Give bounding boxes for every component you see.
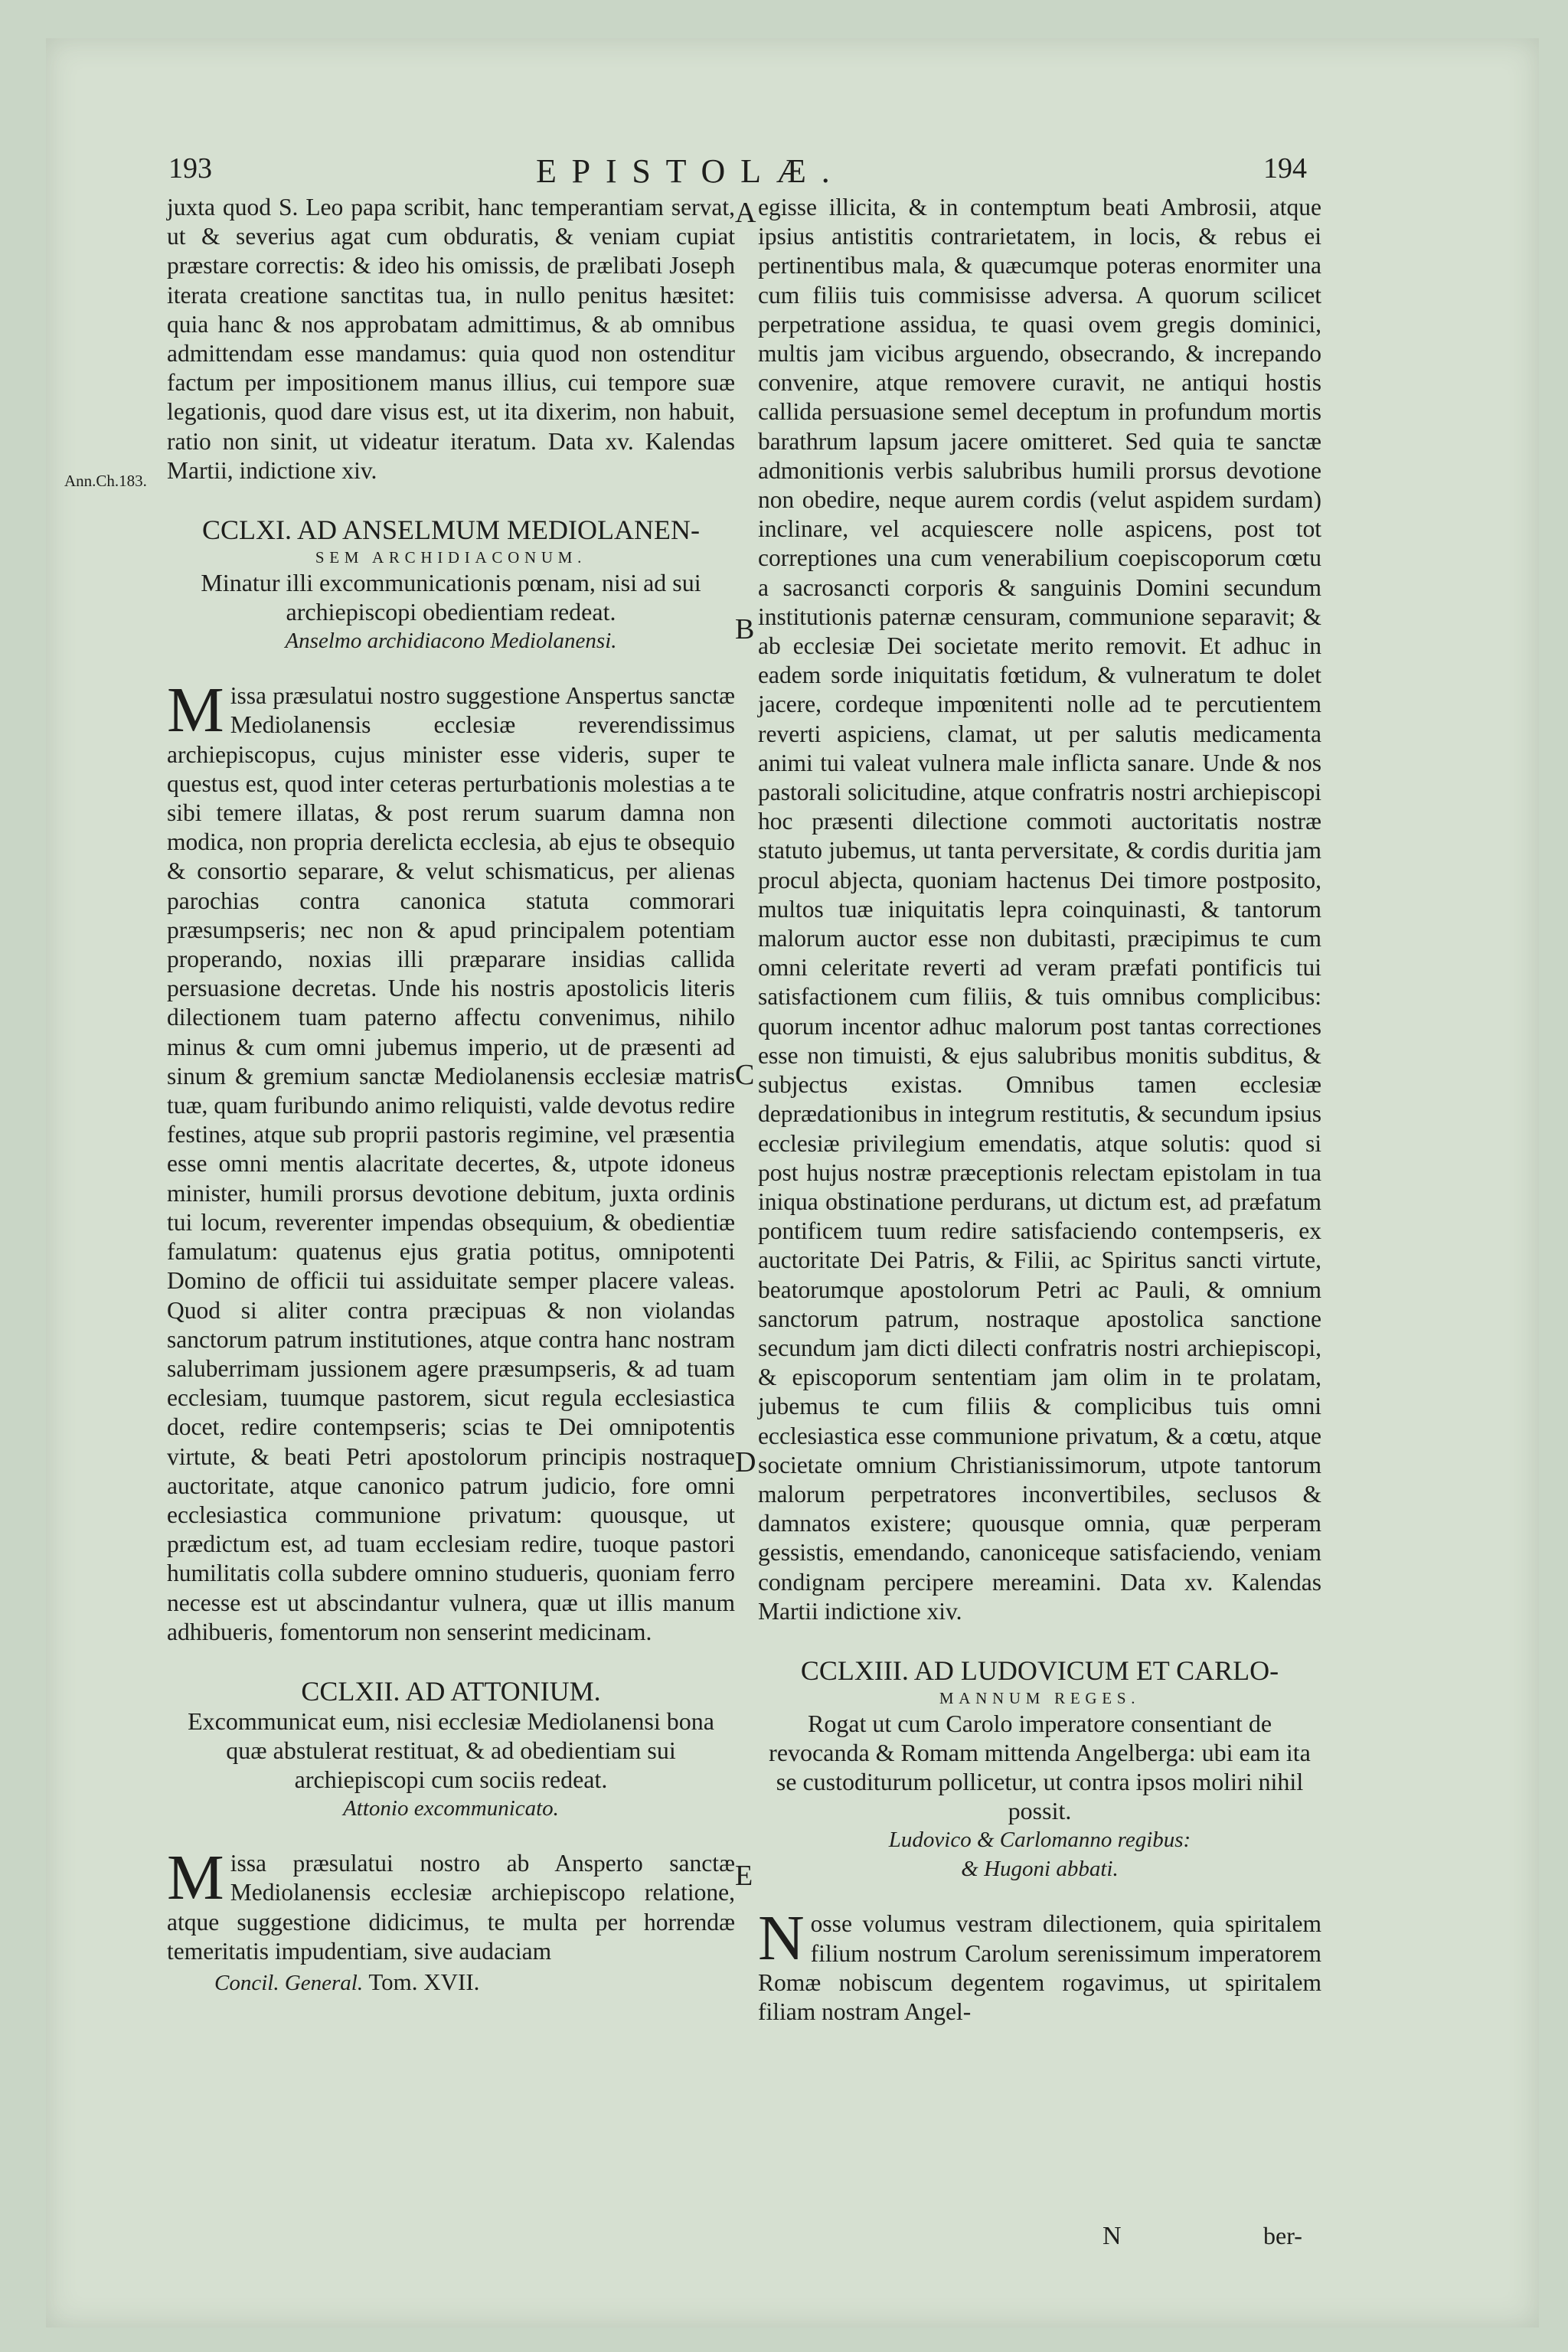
- dropcap: N: [758, 1903, 805, 1975]
- letter-262-body: [167, 1842, 735, 1966]
- letter-262-addressee: Attonio excommunicato.: [343, 1795, 559, 1821]
- letter-263-title-sub: MANNUM REGES.: [939, 1688, 1141, 1707]
- letter-261-body: [167, 675, 735, 1647]
- dropcap: M: [167, 675, 224, 746]
- letter-261-heading: [167, 514, 735, 568]
- left-column: [167, 193, 735, 1998]
- running-title: EPISTOLÆ.: [536, 152, 845, 190]
- margin-letter-d: D: [735, 1446, 756, 1478]
- addressee-line-1: Ludovico & Carlomanno regibus:: [888, 1827, 1191, 1852]
- letter-261-text: issa præsulatui nostro suggestione Anspertus sanctæ Mediolanensis ecclesiæ reverendissimus archiepiscopus, cujus minister esse videris, super te questus est, quod inter ceteras perturbationis molestias a te sibi temere illatas, & post rerum suarum damna non modica, non propria derelicta ecclesia, ab ejus te obsequio & consortio separare, & velut schismaticus, per alienas parochias contra canonica statuta commorari præsumpseris; nec non & apud principalem potentiam properando, noxias illi præparare insidias callida persuasione decretas. Unde his nostris apostolicis literis dilectionem tuam paterno affectu convenimus, nihilo minus & cum omni jubemus imperio, ut de præsenti ad sinum & gremium sanctæ Mediolanensis ecclesiæ matris tuæ, quam furibundo animo reliquisti, valde devotus redire festines, atque sub proprii pastoris regimine, vel præsentia esse omni mentis alacritate decertes, &, utpote idoneus minister, humili prorsus devotione debitum, juxta ordinis tui locum, reverenter impendas obsequium, & obedientiæ famulatum: quatenus ejus gratia potitus, omnipotenti Domino de officii tui assiduitate semper placere valeas. Quod si aliter contra præcipuas & non violandas sanctorum patrum institutiones, atque contra hanc nostram saluberrimam jussionem agere præsumpseris, & ad tuam ecclesiam, tuumque pastorem, sicut regula ecclesiastica docet, redire contempseris; scias te Dei omnipotentis virtute, & beati Petri apostolorum principis nostraque auctoritate, atque canonico patrum judicio, fore omni ecclesiastica communione privatum: quousque, ut prædictum est, ad tuam ecclesiam redire, tuoque pastori humilitatis colla subdere omnino studueris, quoniam ferro necesse est ut abscindantur vulnera, quæ ut illis manum adhibueris, fomentorum non senserint medicinam.: [167, 682, 735, 1645]
- letter-262-text: issa præsulatui nostro ab Ansperto sanctæ Mediolanensis ecclesiæ archiepiscopo relatione, atque suggestione didicimus, te multa per horrendæ temeritatis impudentiam, sive audaciam: [167, 1850, 735, 1965]
- footnote-tome: Tom. XVII.: [368, 1968, 480, 1995]
- continuation-text: egisse illicita, & in contemptum beati Ambrosii, atque ipsius antistitis contrarietatem, in locis, & rebus ei pertinentibus mala, & quæcumque poteras enormiter una cum filiis tuis commisisse adversa. A quorum scilicet perpetratione assidua, te quasi ovem gregis dominici, multis jam vicibus arguendo, obsecrando, & increpando convenire, atque removere curavit, ne antiqui hostis callida persuasione semel deceptum in profundum mortis barathrum lapsum jacere omitteret. Sed quia te sanctæ admonitionis verbis salubribus humili prorsus devotione non obedire, neque aurem cordis (velut aspidem surdam) inclinare, vel acquiescere nolle aspicens, post tot correptiones una cum venerabilium coepiscoporum cœtu a sacrosancti corporis & sanguinis Domini secundum institutionis paternæ censuram, communione separavit; & ab ecclesiæ Dei societate merito removit. Et adhuc in eadem sorde iniquitatis fœtidum, & vulneratum te dolet jacere, cordeque impœnitenti nolle ad te percutientem reverti aspiciens, clamat, ut per salutis medicamenta animi tui valeat vulnera male inflicta sanare. Unde & nos pastorali solicitudine, atque confratris nostri archiepiscopi hoc præsenti dilectione commoti auctoritatis nostræ statuto jubemus, ut tanta perversitate, & cordis duritia jam procul abjecta, quoniam hactenus Dei timore postposito, multos tuæ iniquitatis lepra coinquinasti, & tantorum malorum auctor esse non dubitasti, præcipimus te cum omni celeritate reverti ad veram præfati pontificis tui satisfactionem cum filiis, & tuis omnibus complicibus: quorum incentor adhuc malorum post tantas correctiones esse non timuisti, & ejus salubribus monitis subditus, & subjectus existas. Omnibus tamen ecclesiæ deprædationibus in integrum restitutis, & secundum ipsius ecclesiæ privilegium emendatis, atque solutis: quod si post hujus nostræ præceptionis relectam epistolam in tua iniqua obstinatione perdurans, ut dictum est, ad præfatum pontificem tuum redire satisfaciendo contempseris, ex auctoritate Dei Patris, & Filii, ac Spiritus sancti virtute, beatorumque apostolorum Petri ac Pauli, & omnium sanctorum patrum, nostraque apostolica sanctione secundum jam dicti dilecti confratris nostri archiepiscopi, & episcoporum sententiam jam olim in te prolatam, jubemus te cum filiis & complicibus tuis omni ecclesiastica esse communione privatum, & a cœtu, atque societate omnium Christianissimorum, utpote tantorum malorum perpetratores inconvertibiles, seclusos & damnatos existere; quousque omnia, quæ perperam gessistis, emendando, canoniceque satisfaciendo, veniam condignam percipere mereamini. Data xv. Kalendas Martii indictione xiv.: [758, 194, 1321, 1625]
- letter-263-body: [758, 1903, 1321, 2027]
- letter-261-summary: Minatur illi excommunicationis pœnam, nisi ad sui archiepiscopi obedientiam redeat.: [201, 569, 701, 626]
- letter-261-title-sub: SEM ARCHIDIACONUM.: [315, 548, 587, 567]
- footnote-source: Concil. General.: [214, 1970, 364, 1995]
- margin-letter-a: A: [735, 197, 756, 229]
- letter-263-summary: Rogat ut cum Carolo imperatore consentiant de revocanda & Romam mittenda Angelberga: ubi eam ita se custoditurum pollicetur, ut contra ipsos moliri nihil possit.: [769, 1709, 1311, 1824]
- letter-261-title: CCLXI. AD ANSELMUM MEDIOLANEN-: [202, 514, 700, 546]
- margin-letter-b: B: [735, 613, 755, 645]
- addressee-line-2: & Hugoni abbati.: [961, 1857, 1119, 1882]
- letter-262-title: CCLXII. AD ATTONIUM.: [301, 1675, 601, 1707]
- letter-262-heading: [167, 1676, 735, 1707]
- letter-262-summary: Excommunicat eum, nisi ecclesiæ Mediolanensi bona quæ abstulerat restituat, & ad obedientiam sui archiepiscopi cum sociis redeat.: [188, 1707, 714, 1793]
- letter-263-title: CCLXIII. AD LUDOVICUM ET CARLO-: [800, 1655, 1279, 1686]
- catchword: ber-: [1263, 2222, 1302, 2249]
- footnote: [167, 1968, 735, 1998]
- page-number-left: 193: [168, 152, 212, 185]
- letter-263-heading: [758, 1655, 1321, 1709]
- page-number-right: 194: [1263, 152, 1307, 185]
- margin-letter-c: C: [735, 1059, 755, 1091]
- margin-year-note: Ann.Ch.183.: [64, 472, 147, 490]
- margin-letter-e: E: [735, 1860, 753, 1892]
- letter-263-text: osse volumus vestram dilectionem, quia spiritalem filium nostrum Carolum serenissimum imperatorem Romæ nobiscum degentem rogavimus, ut spiritalem filiam nostram Angel-: [758, 1910, 1321, 2025]
- letter-263-addressee: [758, 1825, 1321, 1883]
- letter-261-addressee: Anselmo archidiacono Mediolanensi.: [285, 629, 617, 654]
- continuation-text: juxta quod S. Leo papa scribit, hanc temperantiam servat, ut & severius agat cum obduratis, & veniam cupiat præstare correctis: & ideo his omissis, de prælibati Joseph iterata creatione sanctitas tua, in nullo penitus hæsitet: quia hanc & nos approbatam admittimus, & ab omnibus admittendam esse mandamus: quia quod non ostenditur factum per impositionem manus illius, cui tempore suæ legationis, quod dare visus est, ut ita dixerim, non habuit, ratio non sinit, ut videatur iteratum. Data xv. Kalendas Martii, indictione xiv.: [167, 194, 735, 484]
- gathering-signature: N: [1102, 2222, 1122, 2250]
- dropcap: M: [167, 1842, 224, 1914]
- right-column: [758, 193, 1321, 2027]
